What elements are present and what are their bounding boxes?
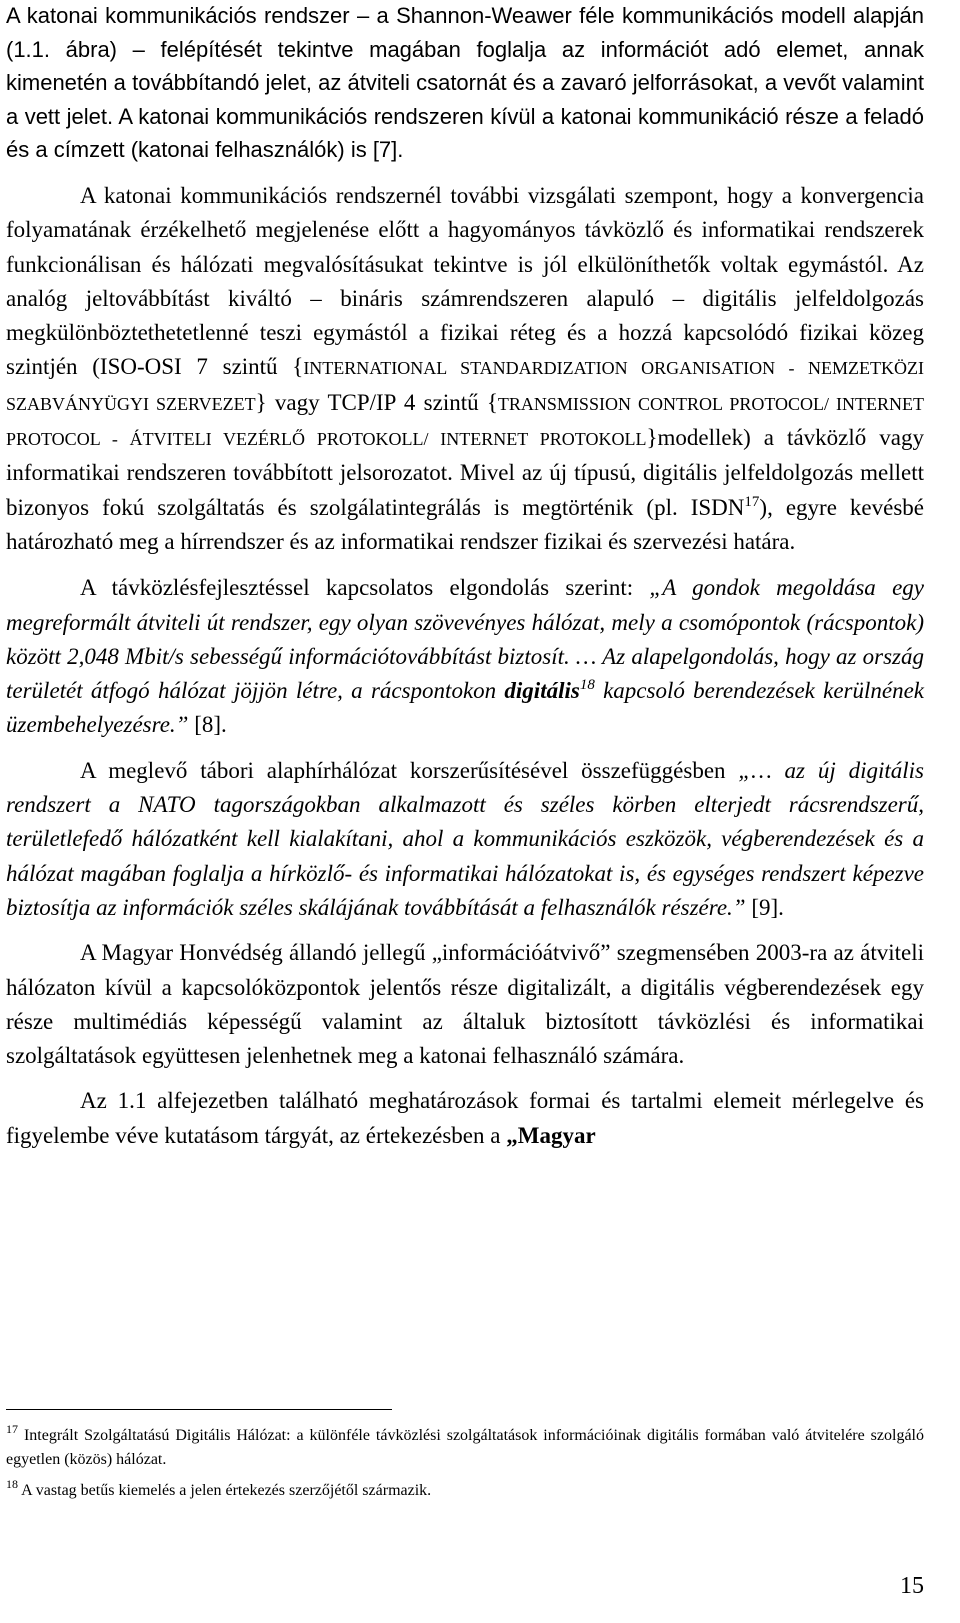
footnote-17 [6,1424,924,1472]
paragraph-2-text-c: }modellek) a távközlő vagy informatikai rendszeren továbbított jelsorozatot. Mivel az új típusú, digitális jelfeldolgozás mellett bizonyos fokú szolgáltatás és szolgálatintegrálás is megtörténik (pl. ISDN [6,425,925,520]
bold-magyar: „Magyar [506,1122,596,1148]
bold-emphasis: digitális [504,678,580,704]
quote-8-part-2: kapcsoló berendezések kerülnének üzembehelyezésre.” [6,678,925,738]
page-body [6,0,924,1153]
paragraph-6-text-a: Az 1.1 alfejezetben található meghatározások formai és tartalmi elemeit mérlegelve és figyelembe véve kutatásom tárgyát, az értekezésben a [6,1088,924,1148]
paragraph-4-text-a: A meglevő tábori alaphírhálózat korszerűsítésével összefüggésben [80,757,739,783]
iso-expansion: INTERNATIONAL STANDARDIZATION ORGANISATION - NEMZETKÖZI SZABVÁNYÜGYI SZERVEZET [6,358,924,414]
page-number: 15 [900,1573,924,1599]
paragraph-2-text-b: } vagy TCP/IP 4 szintű { [255,389,498,415]
citation-9: [9]. [745,894,784,920]
paragraph-3-text-a: A távközlésfejlesztéssel kapcsolatos elgondolás szerint: [80,575,650,601]
tcpip-expansion: TRANSMISSION CONTROL PROTOCOL/ INTERNET PROTOCOL - ÁTVITELI VEZÉRLŐ PROTOKOLL/ INTERNET PROTOKOLL [6,393,925,450]
citation-8: [8]. [188,712,227,738]
paragraph-2-text-a: A katonai kommunikációs rendszernél további vizsgálati szempont, hogy a konvergencia folyamatának érzékelhető megjelenése előtt a hagyományos távközlő és informatikai rendszerek funkcionálisan és hálózati megvalósításukat tekintve is jól elkülöníthetők voltak egymástól. Az analóg jeltovábbítást kiváltó – bináris számrendszeren alapuló – digitális jelfeldolgozás megkülönböztethetetlenné teszi egymástól a fizikai réteg és a hozzá kapcsolódó fizikai közeg szintjén (ISO-OSI 7 szintű { [6,182,924,380]
footnote-17-text: Integrált Szolgáltatású Digitális Hálózat: a különféle távközlési szolgáltatások információinak digitális formában való átvitelére szolgáló egyetlen (közös) hálózat. [6,1427,924,1468]
footnote-18 [6,1479,924,1503]
footnotes [6,1424,924,1503]
footnote-ref-17[interactable]: 17 [744,493,760,510]
paragraph-4 [6,754,924,925]
footnote-18-number: 18 [6,1477,18,1491]
paragraph-6 [6,1084,924,1153]
paragraph-1: A katonai kommunikációs rendszer – a Shannon-Weawer féle kommunikációs modell alapján (1.1. ábra) – felépítését tekintve magában foglalja az információt adó elemet, annak kimenetén a továbbítandó jelet, az átviteli csatornát és a zavaró jelforrásokat, a vevőt valamint a vett jelet. A katonai kommunikációs rendszeren kívül a katonai kommunikáció része a feladó és a címzett (katonai felhasználók) is [7]. [6,3,924,163]
paragraph-3 [6,571,924,742]
quote-8-part-1: „A gondok megoldása egy megreformált átviteli út rendszer, egy olyan szövevényes hálózat, mely a csomópontok (rácspontok) között 2,048 Mbit/s sebességű információtovábbítást biztosít. … Az alapelgondolás, hogy az ország területét átfogó hálózat jöjjön létre, a rácspontokon [6,575,924,704]
paragraph-5: A Magyar Honvédség állandó jellegű „információátvivő” szegmensében 2003-ra az átviteli hálózaton kívül a kapcsolóközpontok jelentős része digitalizált, a digitális végberendezések egy része multimédiás képességű valamint az általuk biztosított távközlési és informatikai szolgáltatások együttesen jelenhetnek meg a katonai felhasználó számára. [6,940,924,1069]
quote-9: „… az új digitális rendszert a NATO tagországokban alkalmazott és széles körben elterjedt rácsrendszerű, területlefedő hálózatként kell kialakítani, ahol a kommunikációs eszközök, végberendezések és a hálózat magában foglalja a hírközlő- és informatikai hálózatokat is, és egységes rendszert képezve biztosítja az információk széles skálájának továbbítását a felhasználók részére.” [6,757,925,920]
paragraph-2-text-d: ), egyre kevésbé határozható meg a hírrendszer és az informatikai rendszer fizikai és szervezési határa. [6,494,925,554]
footnote-separator [6,1409,392,1410]
paragraph-2 [6,179,924,559]
footnote-ref-18[interactable]: 18 [579,677,595,694]
footnote-17-number: 17 [6,1422,18,1436]
footnote-18-text: A vastag betűs kiemelés a jelen értekezés szerzőjétől származik. [18,1482,432,1499]
